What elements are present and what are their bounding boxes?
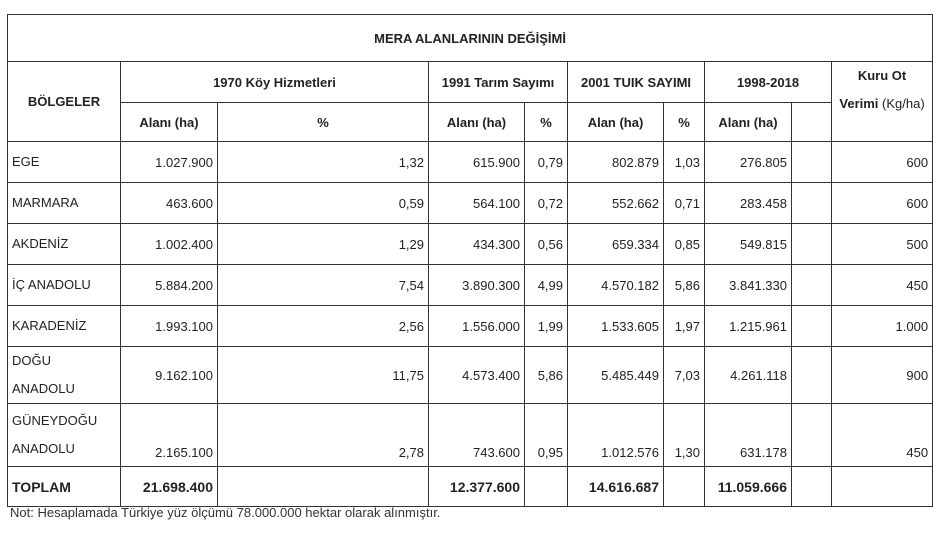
area-1991: 743.600	[429, 404, 525, 467]
total-area-1970: 21.698.400	[121, 467, 218, 507]
area-1970: 463.600	[121, 183, 218, 224]
area-2018: 3.841.330	[705, 265, 792, 306]
yield-header-unit: (Kg/ha)	[882, 96, 925, 111]
empty-cell	[525, 467, 568, 507]
area-1991: 1.556.000	[429, 306, 525, 347]
pct-1991: 0,95	[525, 404, 568, 467]
subheader-blank	[792, 103, 832, 142]
table-row	[8, 347, 933, 404]
yield-value: 600	[832, 142, 933, 183]
yield-header-line2: Verimi	[839, 96, 879, 111]
table-row	[8, 183, 933, 224]
subheader-pct-1970: %	[218, 103, 429, 142]
pct-2001: 1,97	[664, 306, 705, 347]
region-name: AKDENİZ	[8, 224, 121, 265]
group-header-1970: 1970 Köy Hizmetleri	[121, 62, 429, 103]
pct-1991: 0,56	[525, 224, 568, 265]
yield-value: 450	[832, 404, 933, 467]
area-2018: 549.815	[705, 224, 792, 265]
total-area-2001: 14.616.687	[568, 467, 664, 507]
empty-cell	[792, 142, 832, 183]
yield-header	[832, 62, 933, 142]
footnote: Not: Hesaplamada Türkiye yüz ölçümü 78.000.000 hektar olarak alınmıştır.	[10, 505, 441, 520]
yield-value: 500	[832, 224, 933, 265]
pct-1970: 1,32	[218, 142, 429, 183]
pct-1970: 2,78	[218, 404, 429, 467]
area-2001: 1.533.605	[568, 306, 664, 347]
subheader-area-2018: Alanı (ha)	[705, 103, 792, 142]
pct-1991: 0,79	[525, 142, 568, 183]
yield-header-title: Kuru Ot	[857, 68, 907, 83]
region-name: EGE	[8, 142, 121, 183]
area-2001: 802.879	[568, 142, 664, 183]
group-header-1991: 1991 Tarım Sayımı	[429, 62, 568, 103]
empty-cell	[792, 306, 832, 347]
area-2001: 659.334	[568, 224, 664, 265]
total-area-2018: 11.059.666	[705, 467, 792, 507]
pct-2001: 0,71	[664, 183, 705, 224]
area-2018: 276.805	[705, 142, 792, 183]
area-2001: 5.485.449	[568, 347, 664, 404]
pct-2001: 1,30	[664, 404, 705, 467]
table-row	[8, 224, 933, 265]
area-1970: 1.993.100	[121, 306, 218, 347]
pct-1970: 1,29	[218, 224, 429, 265]
area-1970: 2.165.100	[121, 404, 218, 467]
pct-2001: 0,85	[664, 224, 705, 265]
pct-2001: 7,03	[664, 347, 705, 404]
region-name: DOĞU ANADOLU	[8, 347, 121, 404]
empty-cell	[792, 347, 832, 404]
subheader-pct-2001: %	[664, 103, 705, 142]
total-row	[8, 467, 933, 507]
empty-cell	[664, 467, 705, 507]
table-title: MERA ALANLARININ DEĞİŞİMİ	[8, 15, 933, 62]
area-1991: 615.900	[429, 142, 525, 183]
group-header-2001: 2001 TUIK SAYIMI	[568, 62, 705, 103]
table-row	[8, 265, 933, 306]
subheader-area-1991: Alanı (ha)	[429, 103, 525, 142]
pct-1970: 0,59	[218, 183, 429, 224]
table-row	[8, 404, 933, 467]
area-2018: 283.458	[705, 183, 792, 224]
area-2001: 1.012.576	[568, 404, 664, 467]
pct-1970: 2,56	[218, 306, 429, 347]
region-name: GÜNEYDOĞU ANADOLU	[8, 404, 121, 467]
empty-cell	[792, 404, 832, 467]
region-name: KARADENİZ	[8, 306, 121, 347]
yield-value: 600	[832, 183, 933, 224]
region-name: İÇ ANADOLU	[8, 265, 121, 306]
area-1991: 564.100	[429, 183, 525, 224]
empty-cell	[792, 467, 832, 507]
area-1970: 1.002.400	[121, 224, 218, 265]
pct-1991: 4,99	[525, 265, 568, 306]
pct-1991: 5,86	[525, 347, 568, 404]
yield-value: 900	[832, 347, 933, 404]
subheader-area-2001: Alan (ha)	[568, 103, 664, 142]
area-1970: 5.884.200	[121, 265, 218, 306]
pct-1970: 7,54	[218, 265, 429, 306]
pasture-area-table	[7, 14, 933, 507]
subheader-area-1970: Alanı (ha)	[121, 103, 218, 142]
region-header: BÖLGELER	[8, 62, 121, 142]
area-2018: 631.178	[705, 404, 792, 467]
empty-cell	[832, 467, 933, 507]
area-2018: 4.261.118	[705, 347, 792, 404]
empty-cell	[792, 224, 832, 265]
pct-1991: 1,99	[525, 306, 568, 347]
table-row	[8, 142, 933, 183]
total-label: TOPLAM	[8, 467, 121, 507]
yield-value: 1.000	[832, 306, 933, 347]
pct-1991: 0,72	[525, 183, 568, 224]
empty-cell	[218, 467, 429, 507]
area-1970: 9.162.100	[121, 347, 218, 404]
subheader-pct-1991: %	[525, 103, 568, 142]
yield-value: 450	[832, 265, 933, 306]
area-1991: 4.573.400	[429, 347, 525, 404]
pct-1970: 11,75	[218, 347, 429, 404]
total-area-1991: 12.377.600	[429, 467, 525, 507]
table-row	[8, 306, 933, 347]
region-name: MARMARA	[8, 183, 121, 224]
area-2018: 1.215.961	[705, 306, 792, 347]
area-1991: 434.300	[429, 224, 525, 265]
group-header-1998-2018: 1998-2018	[705, 62, 832, 103]
pct-2001: 5,86	[664, 265, 705, 306]
empty-cell	[792, 183, 832, 224]
area-1970: 1.027.900	[121, 142, 218, 183]
area-2001: 4.570.182	[568, 265, 664, 306]
area-1991: 3.890.300	[429, 265, 525, 306]
pct-2001: 1,03	[664, 142, 705, 183]
area-2001: 552.662	[568, 183, 664, 224]
empty-cell	[792, 265, 832, 306]
